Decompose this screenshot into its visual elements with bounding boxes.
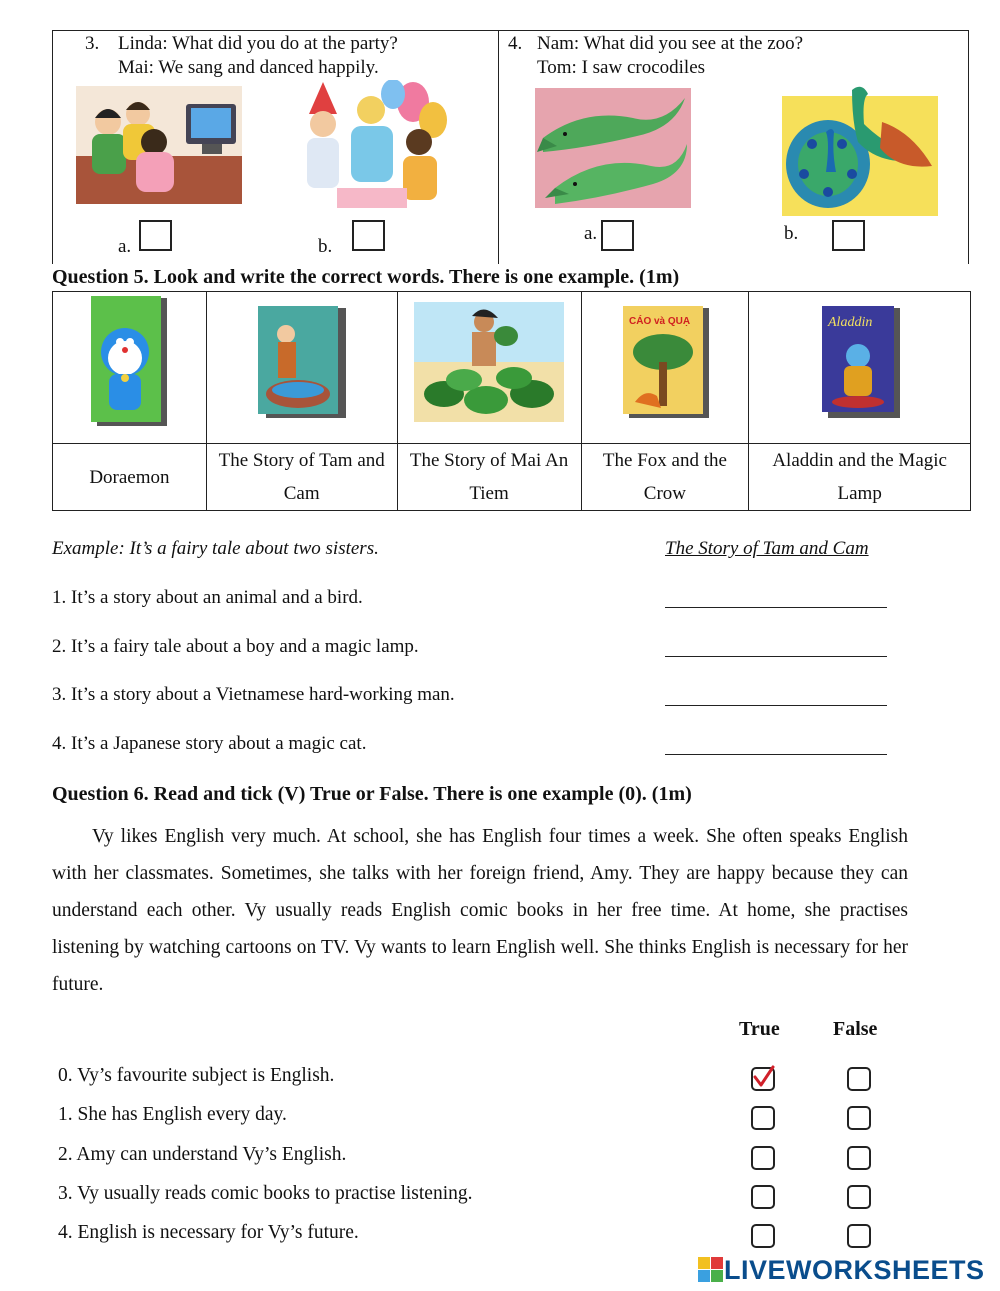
q5-answer-field-1[interactable] <box>665 607 887 608</box>
tam-cam-cover-cell <box>206 292 397 444</box>
question-6-heading: Question 6. Read and tick (V) True or False. There is one example (0). (1m) <box>52 783 692 805</box>
q5-answer-field-2[interactable] <box>665 656 887 657</box>
aladdin-cover-cell <box>749 292 971 444</box>
q5-item-4: 4. It’s a Japanese story about a magic cat. <box>52 733 367 754</box>
statement-1-false-checkbox[interactable] <box>847 1106 871 1130</box>
q5-answer-field-4[interactable] <box>665 754 887 755</box>
statement-3: 3. Vy usually reads comic books to practise listening. <box>58 1183 473 1204</box>
book-label-aladdin: Aladdin and the Magic Lamp <box>749 444 971 511</box>
q3-option-a-box[interactable] <box>139 220 172 251</box>
statement-3-true-checkbox[interactable] <box>751 1185 775 1209</box>
liveworksheets-logo-icon <box>698 1257 724 1283</box>
example-sentence: Example: It’s a fairy tale about two sisters. <box>52 538 379 559</box>
book-label-tam-cam: The Story of Tam and Cam <box>206 444 397 511</box>
party-singing-picture <box>293 80 451 210</box>
kids-watching-tv-picture <box>76 86 242 204</box>
statement-1: 1. She has English every day. <box>58 1104 287 1125</box>
example-answer: The Story of Tam and Cam <box>665 538 869 559</box>
books-table <box>52 291 971 511</box>
tam-cam-book-icon <box>256 306 348 418</box>
q5-item-2: 2. It’s a fairy tale about a boy and a magic lamp. <box>52 636 419 657</box>
liveworksheets-logo <box>698 1255 985 1285</box>
q4-question: Nam: What did you see at the zoo? <box>537 33 804 54</box>
q4-option-b-label: b. <box>784 223 799 244</box>
q3-question: Linda: What did you do at the party? <box>118 33 398 54</box>
q3-answer: Mai: We sang and danced happily. <box>118 57 379 78</box>
true-column-header: True <box>739 1018 780 1040</box>
false-column-header: False <box>833 1018 878 1040</box>
statement-4: 4. English is necessary for Vy’s future. <box>58 1222 359 1243</box>
statement-1-true-checkbox[interactable] <box>751 1106 775 1130</box>
q4-number: 4. <box>508 33 523 54</box>
q5-item-1: 1. It’s a story about an animal and a bird. <box>52 587 363 608</box>
table-divider <box>498 30 499 264</box>
statement-0-true-checkbox[interactable] <box>751 1067 775 1091</box>
q4-option-a-box[interactable] <box>601 220 634 251</box>
q3-number: 3. <box>85 33 100 54</box>
statement-4-true-checkbox[interactable] <box>751 1224 775 1248</box>
q3-option-a-label: a. <box>118 236 132 257</box>
statement-2: 2. Amy can understand Vy’s English. <box>58 1144 347 1165</box>
q4-option-b-box[interactable] <box>832 220 865 251</box>
book-label-fox-crow: The Fox and the Crow <box>581 444 749 511</box>
book-label-doraemon: Doraemon <box>53 444 207 511</box>
fox-crow-book-icon <box>621 306 709 418</box>
liveworksheets-logo-text: LIVEWORKSHEETS <box>724 1254 985 1285</box>
statement-0-false-checkbox[interactable] <box>847 1067 871 1091</box>
mai-an-tiem-picture-icon <box>414 302 564 422</box>
reading-passage <box>52 818 908 1003</box>
peacocks-picture <box>782 82 938 216</box>
aladdin-cover-title: Aladdin <box>827 315 872 330</box>
statement-4-false-checkbox[interactable] <box>847 1224 871 1248</box>
statement-3-false-checkbox[interactable] <box>847 1185 871 1209</box>
q3-option-b-label: b. <box>318 236 333 257</box>
doraemon-cover-cell <box>53 292 207 444</box>
mai-an-tiem-cover-cell <box>397 292 581 444</box>
statement-0: 0. Vy’s favourite subject is English. <box>58 1065 335 1086</box>
q5-answer-field-3[interactable] <box>665 705 887 706</box>
statement-2-false-checkbox[interactable] <box>847 1146 871 1170</box>
q3-option-b-box[interactable] <box>352 220 385 251</box>
statement-2-true-checkbox[interactable] <box>751 1146 775 1170</box>
q4-option-a-label: a. <box>584 223 598 244</box>
q5-item-3: 3. It’s a story about a Vietnamese hard-working man. <box>52 684 455 705</box>
crocodiles-picture <box>535 88 691 208</box>
check-icon <box>751 1065 775 1089</box>
question-5-heading: Question 5. Look and write the correct words. There is one example. (1m) <box>52 266 680 288</box>
q4-answer: Tom: I saw crocodiles <box>537 57 706 78</box>
fox-crow-cover-cell <box>581 292 749 444</box>
book-label-mai-an-tiem: The Story of Mai An Tiem <box>397 444 581 511</box>
fox-crow-cover-title: CÁO và QUẠ <box>628 316 691 327</box>
doraemon-book-icon <box>89 296 169 428</box>
aladdin-book-icon <box>820 306 900 418</box>
passage-text: Vy likes English very much. At school, she has English four times a week. She often speaks English with her classmates. Sometimes, she talks with her foreign friend, Amy. They are happy because they can understand each other. Vy usually reads English comic books in her free time. At home, she practises listening by watching cartoons on TV. Vy wants to learn English well. She thinks English is necessary for her future. <box>52 826 908 995</box>
